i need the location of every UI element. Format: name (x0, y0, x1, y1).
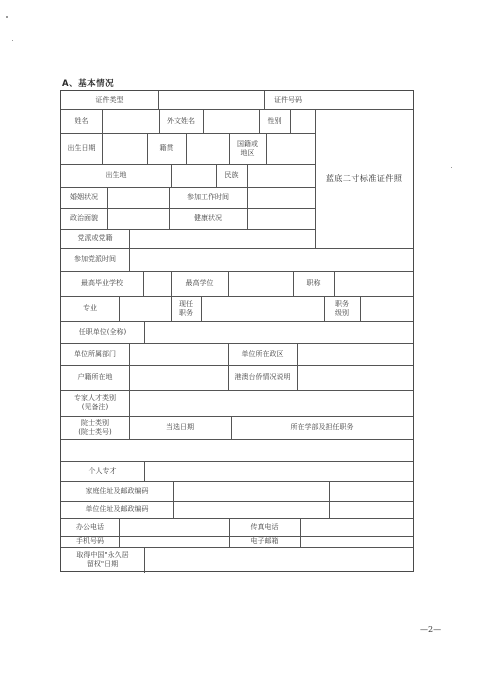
party-affiliation-label: 党派或党籍 (77, 234, 113, 243)
gender-label: 性别 (267, 116, 282, 125)
position-level-label: 职务 级别 (335, 299, 349, 317)
personal-expertise-label: 个人专才 (88, 466, 117, 475)
scan-speck (12, 40, 13, 41)
scan-speck (451, 167, 452, 168)
current-position-label: 现任 职务 (179, 299, 193, 317)
name-field[interactable] (102, 109, 159, 133)
mobile-label: 手机号码 (76, 537, 104, 546)
expert-talent-category-label: 专家人才类别 (见备注) (74, 394, 116, 411)
hk-macao-taiwan-label: 港澳台侨情况说明 (234, 373, 291, 382)
scan-speck (6, 16, 8, 18)
work-address-label: 单位住址及邮政编码 (85, 505, 149, 514)
nationality-label: 国籍或 地区 (237, 139, 258, 157)
office-phone-label: 办公电话 (76, 522, 104, 531)
id-type-label: 证件类型 (95, 95, 124, 104)
graduate-school-label: 最高毕业学校 (81, 279, 123, 288)
highest-degree-label: 最高学位 (185, 279, 214, 288)
birthplace-label: 出生地 (105, 171, 127, 180)
id-number-label: 证件号码 (274, 95, 302, 104)
section-title: A、基本情况 (62, 79, 115, 89)
employer-region-label: 单位所在政区 (241, 349, 284, 358)
fax-label: 传真电话 (250, 522, 279, 531)
permanent-residency-label: 取得中国"永久居 留权"日期 (76, 551, 129, 568)
academician-label: 院士类别 (院士类号) (78, 418, 112, 436)
employer-label: 任职单位(全称) (78, 327, 127, 336)
employer-department-label: 单位所属部门 (74, 349, 116, 358)
major-label: 专业 (83, 304, 97, 313)
party-join-date-label: 参加党派时间 (74, 255, 116, 264)
elected-date-label: 当选日期 (166, 423, 194, 432)
department-position-label: 所在学部及担任职务 (290, 423, 354, 432)
foreign-name-label: 外文姓名 (167, 116, 195, 125)
id-type-field[interactable] (158, 91, 264, 109)
email-label: 电子邮箱 (250, 537, 279, 546)
name-label: 姓名 (74, 116, 89, 125)
native-place-label: 籍贯 (159, 144, 174, 153)
ethnicity-label: 民族 (224, 171, 239, 180)
page-number: —2— (420, 625, 442, 634)
photo-box: 蓝底二寸标准证件照 (325, 173, 403, 184)
political-status-label: 政治面貌 (70, 214, 98, 223)
home-address-label: 家庭住址及邮政编码 (85, 486, 149, 495)
marital-status-label: 婚姻状况 (70, 193, 98, 202)
household-registration-label: 户籍所在地 (77, 373, 113, 382)
health-status-label: 健康状况 (194, 214, 222, 223)
work-start-date-label: 参加工作时间 (187, 193, 229, 202)
basic-info-form (60, 90, 414, 572)
professional-title-label: 职称 (306, 279, 321, 288)
birth-date-label: 出生日期 (67, 144, 96, 153)
